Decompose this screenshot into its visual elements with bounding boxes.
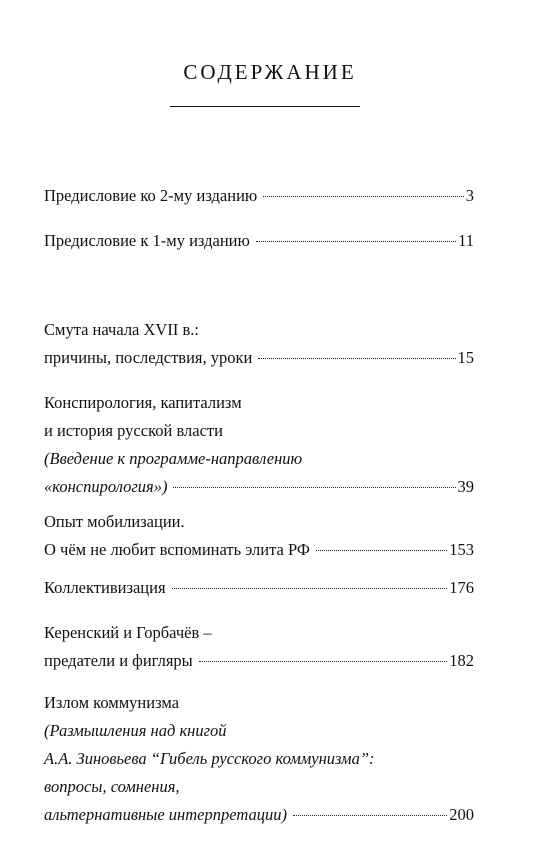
- toc-entry-6: [44, 574, 474, 602]
- page-number: 200: [449, 805, 474, 824]
- toc-line-text: и история русской власти: [44, 421, 223, 440]
- toc-line-text: Излом коммунизма: [44, 693, 180, 712]
- toc-line: [44, 647, 474, 675]
- toc-line: [44, 417, 474, 445]
- dot-leader: [258, 340, 455, 359]
- page-number: 11: [458, 231, 474, 250]
- toc-line-text: Конспирология, капитализм: [44, 393, 242, 412]
- toc-entry-1: [44, 182, 474, 210]
- toc-entry-2: [44, 227, 474, 255]
- toc-entry-7: [44, 619, 474, 675]
- dot-leader: [293, 797, 447, 816]
- toc-line: [44, 473, 474, 501]
- toc-line-text: О чём не любит вспоминать элита РФ: [44, 540, 310, 559]
- page-number: 39: [457, 477, 474, 496]
- toc-line-text: Опыт мобилизации.: [44, 512, 185, 531]
- dot-leader: [316, 532, 447, 551]
- page-number: 15: [457, 348, 474, 367]
- toc-line-text: альтернативные интерпретации): [44, 805, 287, 824]
- toc-entry-3: [44, 316, 474, 372]
- page-number: 153: [449, 540, 474, 559]
- toc-entry-8: [44, 689, 474, 829]
- page-number: 3: [465, 186, 474, 205]
- toc-line: [44, 689, 474, 717]
- dot-leader: [199, 643, 447, 662]
- toc-line: [44, 227, 474, 255]
- toc-line: [44, 344, 474, 372]
- toc-line: [44, 717, 474, 745]
- page-number: 182: [449, 651, 474, 670]
- toc-line-text: (Размышления над книгой: [44, 721, 227, 740]
- toc-line: [44, 574, 474, 602]
- toc-line-text: предатели и фигляры: [44, 651, 193, 670]
- toc-line-text: (Введение к программе-направлению: [44, 449, 303, 468]
- dot-leader: [256, 223, 456, 242]
- toc-line-text: Смута начала XVII в.:: [44, 320, 199, 339]
- toc-line-text: причины, последствия, уроки: [44, 348, 253, 367]
- toc-line: [44, 389, 474, 417]
- toc-line-text: «конспирология»): [44, 477, 168, 496]
- toc-line: [44, 801, 474, 829]
- toc-line-text: А.А. Зиновьева “Гибель русского коммунизма”:: [44, 749, 375, 768]
- toc-entry-4: [44, 389, 474, 501]
- dot-leader: [173, 469, 455, 488]
- title-underline: [170, 106, 360, 107]
- toc-line-text: Коллективизация: [44, 578, 166, 597]
- toc-line-text: вопросы, сомнения,: [44, 777, 180, 796]
- toc-line-text: Керенский и Горбачёв –: [44, 623, 212, 642]
- dot-leader: [172, 570, 448, 589]
- page-number: 176: [449, 578, 474, 597]
- toc-line: [44, 745, 474, 773]
- page-title: СОДЕРЖАНИЕ: [183, 60, 357, 84]
- toc-entry-5: [44, 508, 474, 564]
- dot-leader: [263, 178, 464, 197]
- toc-line-text: Предисловие к 1-му изданию: [44, 231, 250, 250]
- toc-line: [44, 536, 474, 564]
- toc-line: [44, 182, 474, 210]
- toc-line-text: Предисловие ко 2-му изданию: [44, 186, 258, 205]
